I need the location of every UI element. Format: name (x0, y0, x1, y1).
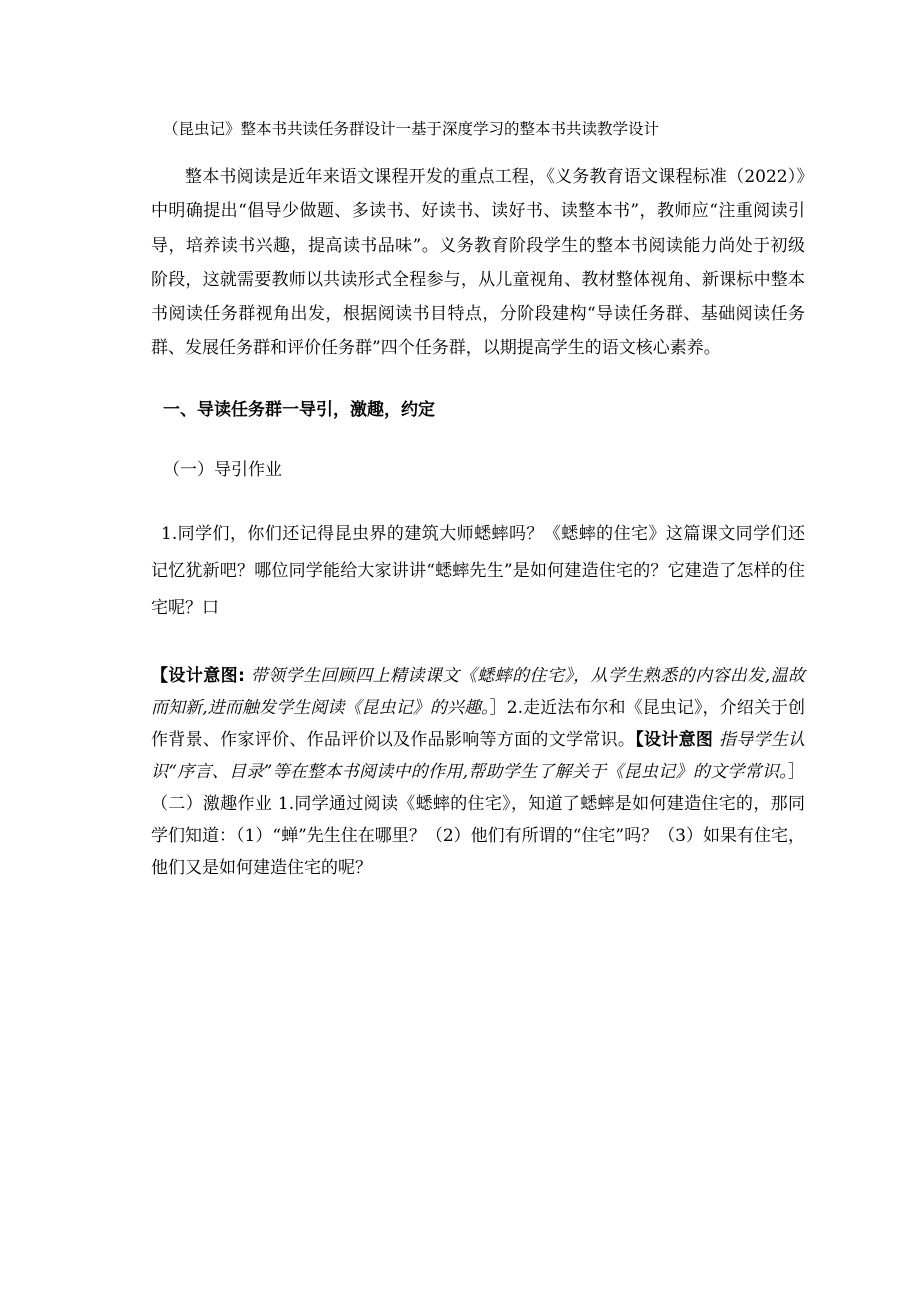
section-heading: 一、导读任务群一导引，激趣，约定 (163, 400, 435, 420)
design-intent-italic: 带领学生回顾四上精读课文《蟋蟀的住宅》，从学生熟悉的内容出发,温故而知新,进而触发学生阅读《昆虫记》的兴趣。 (151, 666, 805, 718)
design-intent-label: 【设计意图 (635, 730, 714, 750)
design-intent-italic: 指导学生认识“序言、目录”等在整本书阅读中的作用,帮助学生了解关于《昆虫记》的文学常识。 (151, 730, 806, 782)
design-body-text: ］2.走近法布尔和《昆虫记》，介绍关于创作背景、作家评价、作品评价以及作品影响等方面的文学常识。 (151, 698, 805, 750)
question-paragraph: 1.同学们，你们还记得昆虫界的建筑大师蟋蟀吗？《蟋蟀的住宅》这篇课文同学们还记忆犹新吧？哪位同学能给大家讲讲“蟋蟀先生”是如何建造住宅的？它建造了怎样的住宅呢？口 (151, 524, 805, 618)
design-body-text: ］（二）激趣作业 1.同学通过阅读《蟋蟀的住宅》，知道了蟋蟀是如何建造住宅的，那同学们知道：（1）“蝉”先生住在哪里？（2）他们有所谓的“住宅”吗？（3）如果有住宅，他们又是如何建造住宅的呢？ (151, 762, 805, 878)
design-intent-paragraph (151, 660, 805, 884)
document-title: （昆虫记》整本书共读任务群设计一基于深度学习的整本书共读教学设计 (163, 120, 660, 138)
intro-paragraph: 整本书阅读是近年来语文课程开发的重点工程，《义务教育语文课程标准（2022）》中明确提出“倡导少做题、多读书、好读书、读好书、读整本书”，教师应“注重阅读引导，培养读书兴趣，提高读书品味”。义务教育阶段学生的整本书阅读能力尚处于初级阶段，这就需要教师以共读形式全程参与，从儿童视角、教材整体视角、新课标中整本书阅读任务群视角出发，根据阅读书目特点，分阶段建构“导读任务群、基础阅读任务群、发展任务群和评价任务群”四个任务群，以期提高学生的语文核心素养。 (151, 167, 805, 359)
subsection-heading: （一）导引作业 (163, 460, 282, 480)
design-intent-label: 【设计意图: (151, 666, 245, 686)
